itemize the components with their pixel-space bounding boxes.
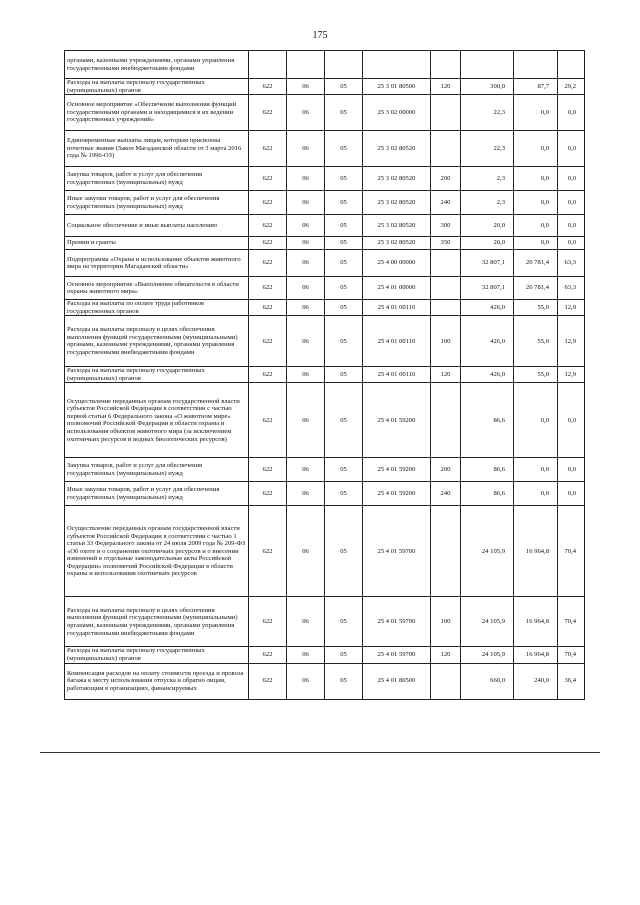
target-article-cell: 25 4 01 00000 <box>363 277 431 300</box>
target-article-cell: 25 4 01 00110 <box>363 300 431 316</box>
table-row <box>65 277 585 300</box>
admin-code-cell: 622 <box>249 79 287 95</box>
execution-percent-cell: 29,2 <box>558 79 585 95</box>
expense-type-cell: 240 <box>431 482 461 506</box>
section-code-cell: 06 <box>287 215 325 237</box>
expense-name-cell: Закупка товаров, работ и услуг для обеспечения государственных (муниципальных) нужд <box>65 458 249 482</box>
expense-type-cell: 200 <box>431 167 461 191</box>
execution-percent-cell: 0,0 <box>558 131 585 167</box>
execution-percent-cell: 0,0 <box>558 383 585 458</box>
section-code-cell: 06 <box>287 482 325 506</box>
section-code-cell: 06 <box>287 367 325 383</box>
section-code-cell: 06 <box>287 250 325 277</box>
planned-amount-cell: 24 105,9 <box>461 597 514 647</box>
admin-code-cell <box>249 51 287 79</box>
planned-amount-cell: 2,3 <box>461 191 514 215</box>
admin-code-cell: 622 <box>249 95 287 131</box>
planned-amount-cell: 86,6 <box>461 482 514 506</box>
target-article-cell: 25 3 02 00000 <box>363 95 431 131</box>
actual-amount-cell: 0,0 <box>514 131 558 167</box>
admin-code-cell: 622 <box>249 597 287 647</box>
table-row <box>65 95 585 131</box>
admin-code-cell: 622 <box>249 167 287 191</box>
actual-amount-cell: 240,0 <box>514 663 558 699</box>
table-row <box>65 597 585 647</box>
admin-code-cell: 622 <box>249 131 287 167</box>
table-row <box>65 458 585 482</box>
target-article-cell: 25 3 01 80500 <box>363 79 431 95</box>
subsection-code-cell: 05 <box>325 215 363 237</box>
execution-percent-cell: 12,9 <box>558 300 585 316</box>
target-article-cell: 25 4 01 80500 <box>363 663 431 699</box>
planned-amount-cell <box>461 51 514 79</box>
expense-type-cell: 100 <box>431 597 461 647</box>
target-article-cell: 25 4 01 59700 <box>363 506 431 597</box>
table-row <box>65 191 585 215</box>
target-article-cell: 25 4 00 00000 <box>363 250 431 277</box>
planned-amount-cell: 2,3 <box>461 167 514 191</box>
expense-type-cell <box>431 663 461 699</box>
planned-amount-cell: 32 807,1 <box>461 250 514 277</box>
admin-code-cell: 622 <box>249 277 287 300</box>
expense-name-cell: Основное мероприятие «Выполнение обязательств в области охраны животного мира» <box>65 277 249 300</box>
expense-name-cell: Осуществление переданных органам государственной власти субъектов Российской Федерации в соответствии с частью 1 статьи 33 Федерального закона от 24 июля 2009 года № 209-ФЗ «Об охоте и о сохранении охотничьих ресурсов и о внесении изменений в отдельные законодательные акты Российской Федерации» полномочий Российской Федерации в области охраны и использования охотничьих ресурсов <box>65 506 249 597</box>
table-row <box>65 383 585 458</box>
admin-code-cell: 622 <box>249 482 287 506</box>
subsection-code-cell: 05 <box>325 300 363 316</box>
table-row <box>65 237 585 250</box>
planned-amount-cell: 20,0 <box>461 237 514 250</box>
expense-name-cell: Осуществление переданных органам государственной власти субъектов Российской Федерации в соответствии с частью первой статьи 6 Федерального закона «О животном мире» полномочий Российской Федерации в области охраны и использования объектов животного мира (за исключением охотничьих ресурсов и водных биологических ресурсов) <box>65 383 249 458</box>
execution-percent-cell: 0,0 <box>558 215 585 237</box>
actual-amount-cell: 0,0 <box>514 215 558 237</box>
expense-name-cell: Компенсация расходов на оплату стоимости проезда и провоза багажа к месту использования отпуска и обратно лицам, работающим в организациях, финансируемых <box>65 663 249 699</box>
planned-amount-cell: 300,0 <box>461 79 514 95</box>
expense-name-cell: Расходы на выплаты по оплате труда работников государственных органов <box>65 300 249 316</box>
section-code-cell: 06 <box>287 167 325 191</box>
actual-amount-cell: 55,0 <box>514 300 558 316</box>
execution-percent-cell: 0,0 <box>558 482 585 506</box>
bottom-rule <box>40 752 600 753</box>
section-code-cell <box>287 51 325 79</box>
subsection-code-cell: 05 <box>325 250 363 277</box>
actual-amount-cell: 0,0 <box>514 95 558 131</box>
section-code-cell: 06 <box>287 316 325 367</box>
target-article-cell: 25 4 01 59200 <box>363 482 431 506</box>
actual-amount-cell: 55,0 <box>514 367 558 383</box>
actual-amount-cell: 87,7 <box>514 79 558 95</box>
admin-code-cell: 622 <box>249 663 287 699</box>
expense-type-cell: 120 <box>431 367 461 383</box>
execution-percent-cell: 12,9 <box>558 316 585 367</box>
section-code-cell: 06 <box>287 597 325 647</box>
target-article-cell: 25 4 01 59700 <box>363 647 431 663</box>
planned-amount-cell: 24 105,9 <box>461 647 514 663</box>
expense-type-cell <box>431 51 461 79</box>
execution-percent-cell: 63,3 <box>558 250 585 277</box>
expense-name-cell: Расходы на выплаты персоналу государственных (муниципальных) органов <box>65 647 249 663</box>
subsection-code-cell: 05 <box>325 95 363 131</box>
target-article-cell: 25 4 01 00110 <box>363 316 431 367</box>
subsection-code-cell: 05 <box>325 277 363 300</box>
actual-amount-cell: 0,0 <box>514 167 558 191</box>
actual-amount-cell: 20 781,4 <box>514 277 558 300</box>
admin-code-cell: 622 <box>249 458 287 482</box>
budget-table <box>64 50 585 700</box>
admin-code-cell: 622 <box>249 383 287 458</box>
expense-name-cell: Иные закупки товаров, работ и услуг для обеспечения государственных (муниципальных) нужд <box>65 191 249 215</box>
section-code-cell: 06 <box>287 277 325 300</box>
table-row <box>65 482 585 506</box>
target-article-cell: 25 4 01 59200 <box>363 458 431 482</box>
section-code-cell: 06 <box>287 300 325 316</box>
table-row <box>65 167 585 191</box>
planned-amount-cell: 20,0 <box>461 215 514 237</box>
actual-amount-cell <box>514 51 558 79</box>
admin-code-cell: 622 <box>249 237 287 250</box>
section-code-cell: 06 <box>287 131 325 167</box>
expense-name-cell: Подпрограмма «Охрана и использование объектов животного мира на территории Магаданской области» <box>65 250 249 277</box>
execution-percent-cell: 0,0 <box>558 191 585 215</box>
subsection-code-cell <box>325 51 363 79</box>
planned-amount-cell: 32 807,1 <box>461 277 514 300</box>
execution-percent-cell: 0,0 <box>558 95 585 131</box>
section-code-cell: 06 <box>287 237 325 250</box>
target-article-cell: 25 4 01 59200 <box>363 383 431 458</box>
execution-percent-cell: 63,3 <box>558 277 585 300</box>
subsection-code-cell: 05 <box>325 482 363 506</box>
execution-percent-cell: 70,4 <box>558 647 585 663</box>
admin-code-cell: 622 <box>249 300 287 316</box>
subsection-code-cell: 05 <box>325 647 363 663</box>
expense-name-cell: органами, казенными учреждениями, органами управления государственными внебюджетными фондами <box>65 51 249 79</box>
planned-amount-cell: 22,3 <box>461 131 514 167</box>
table-row <box>65 51 585 79</box>
subsection-code-cell: 05 <box>325 191 363 215</box>
expense-name-cell: Расходы на выплаты персоналу государственных (муниципальных) органов <box>65 79 249 95</box>
execution-percent-cell: 36,4 <box>558 663 585 699</box>
execution-percent-cell: 0,0 <box>558 167 585 191</box>
admin-code-cell: 622 <box>249 316 287 367</box>
section-code-cell: 06 <box>287 191 325 215</box>
actual-amount-cell: 55,0 <box>514 316 558 367</box>
execution-percent-cell: 70,4 <box>558 506 585 597</box>
table-row <box>65 131 585 167</box>
admin-code-cell: 622 <box>249 250 287 277</box>
section-code-cell: 06 <box>287 506 325 597</box>
section-code-cell: 06 <box>287 95 325 131</box>
table-row <box>65 215 585 237</box>
subsection-code-cell: 05 <box>325 167 363 191</box>
expense-type-cell <box>431 383 461 458</box>
actual-amount-cell: 20 781,4 <box>514 250 558 277</box>
table-row <box>65 316 585 367</box>
expense-name-cell: Расходы на выплаты персоналу государственных (муниципальных) органов <box>65 367 249 383</box>
expense-name-cell: Расходы на выплаты персоналу в целях обеспечения выполнения функций государственными (муниципальными) органами, казенными учреждениями, органами управления государственными внебюджетными фондами <box>65 597 249 647</box>
actual-amount-cell: 16 964,8 <box>514 647 558 663</box>
admin-code-cell: 622 <box>249 191 287 215</box>
execution-percent-cell <box>558 51 585 79</box>
execution-percent-cell: 70,4 <box>558 597 585 647</box>
planned-amount-cell: 22,3 <box>461 95 514 131</box>
target-article-cell: 25 4 01 00110 <box>363 367 431 383</box>
expense-type-cell: 350 <box>431 237 461 250</box>
target-article-cell: 25 3 02 80520 <box>363 237 431 250</box>
expense-type-cell <box>431 277 461 300</box>
subsection-code-cell: 05 <box>325 237 363 250</box>
execution-percent-cell: 0,0 <box>558 237 585 250</box>
actual-amount-cell: 0,0 <box>514 458 558 482</box>
expense-type-cell <box>431 250 461 277</box>
expense-type-cell <box>431 131 461 167</box>
target-article-cell: 25 3 02 80520 <box>363 215 431 237</box>
expense-name-cell: Закупка товаров, работ и услуг для обеспечения государственных (муниципальных) нужд <box>65 167 249 191</box>
execution-percent-cell: 0,0 <box>558 458 585 482</box>
target-article-cell: 25 3 02 80520 <box>363 131 431 167</box>
target-article-cell <box>363 51 431 79</box>
table-row <box>65 250 585 277</box>
planned-amount-cell: 86,6 <box>461 458 514 482</box>
section-code-cell: 06 <box>287 647 325 663</box>
subsection-code-cell: 05 <box>325 367 363 383</box>
page-number: 175 <box>312 30 328 41</box>
table-row <box>65 367 585 383</box>
table-row <box>65 647 585 663</box>
expense-name-cell: Премии и гранты <box>65 237 249 250</box>
planned-amount-cell: 426,0 <box>461 300 514 316</box>
actual-amount-cell: 16 964,8 <box>514 597 558 647</box>
admin-code-cell: 622 <box>249 215 287 237</box>
section-code-cell: 06 <box>287 663 325 699</box>
subsection-code-cell: 05 <box>325 506 363 597</box>
planned-amount-cell: 86,6 <box>461 383 514 458</box>
actual-amount-cell: 0,0 <box>514 237 558 250</box>
table-row <box>65 300 585 316</box>
expense-type-cell <box>431 506 461 597</box>
section-code-cell: 06 <box>287 458 325 482</box>
section-code-cell: 06 <box>287 79 325 95</box>
table-row <box>65 663 585 699</box>
table-row <box>65 79 585 95</box>
expense-type-cell <box>431 300 461 316</box>
expense-name-cell: Социальное обеспечение и иные выплаты населению <box>65 215 249 237</box>
subsection-code-cell: 05 <box>325 316 363 367</box>
expense-type-cell: 200 <box>431 458 461 482</box>
target-article-cell: 25 3 02 80520 <box>363 191 431 215</box>
table-row <box>65 506 585 597</box>
expense-name-cell: Иные закупки товаров, работ и услуг для обеспечения государственных (муниципальных) нужд <box>65 482 249 506</box>
planned-amount-cell: 660,0 <box>461 663 514 699</box>
expense-name-cell: Основное мероприятие «Обеспечение выполнения функций государственными органами и находящимися в их ведении государственных учреждений» <box>65 95 249 131</box>
subsection-code-cell: 05 <box>325 79 363 95</box>
section-code-cell: 06 <box>287 383 325 458</box>
admin-code-cell: 622 <box>249 647 287 663</box>
planned-amount-cell: 24 105,9 <box>461 506 514 597</box>
actual-amount-cell: 0,0 <box>514 191 558 215</box>
subsection-code-cell: 05 <box>325 597 363 647</box>
actual-amount-cell: 0,0 <box>514 383 558 458</box>
planned-amount-cell: 426,0 <box>461 367 514 383</box>
expense-type-cell: 100 <box>431 316 461 367</box>
target-article-cell: 25 4 01 59700 <box>363 597 431 647</box>
subsection-code-cell: 05 <box>325 458 363 482</box>
admin-code-cell: 622 <box>249 367 287 383</box>
expense-type-cell <box>431 95 461 131</box>
subsection-code-cell: 05 <box>325 131 363 167</box>
expense-type-cell: 120 <box>431 79 461 95</box>
expense-type-cell: 300 <box>431 215 461 237</box>
expense-name-cell: Расходы на выплаты персоналу в целях обеспечения выполнения функций государственными (муниципальными) органами, казенными учреждениями, органами управления государственными внебюджетными фондами <box>65 316 249 367</box>
planned-amount-cell: 426,0 <box>461 316 514 367</box>
subsection-code-cell: 05 <box>325 383 363 458</box>
actual-amount-cell: 0,0 <box>514 482 558 506</box>
expense-type-cell: 120 <box>431 647 461 663</box>
subsection-code-cell: 05 <box>325 663 363 699</box>
actual-amount-cell: 16 964,8 <box>514 506 558 597</box>
expense-name-cell: Единовременные выплаты лицам, которым присвоены почетные звания (Закон Магаданской области от 3 марта 2016 года № 1996-ОЗ) <box>65 131 249 167</box>
expense-type-cell: 240 <box>431 191 461 215</box>
execution-percent-cell: 12,9 <box>558 367 585 383</box>
target-article-cell: 25 3 02 80520 <box>363 167 431 191</box>
admin-code-cell: 622 <box>249 506 287 597</box>
